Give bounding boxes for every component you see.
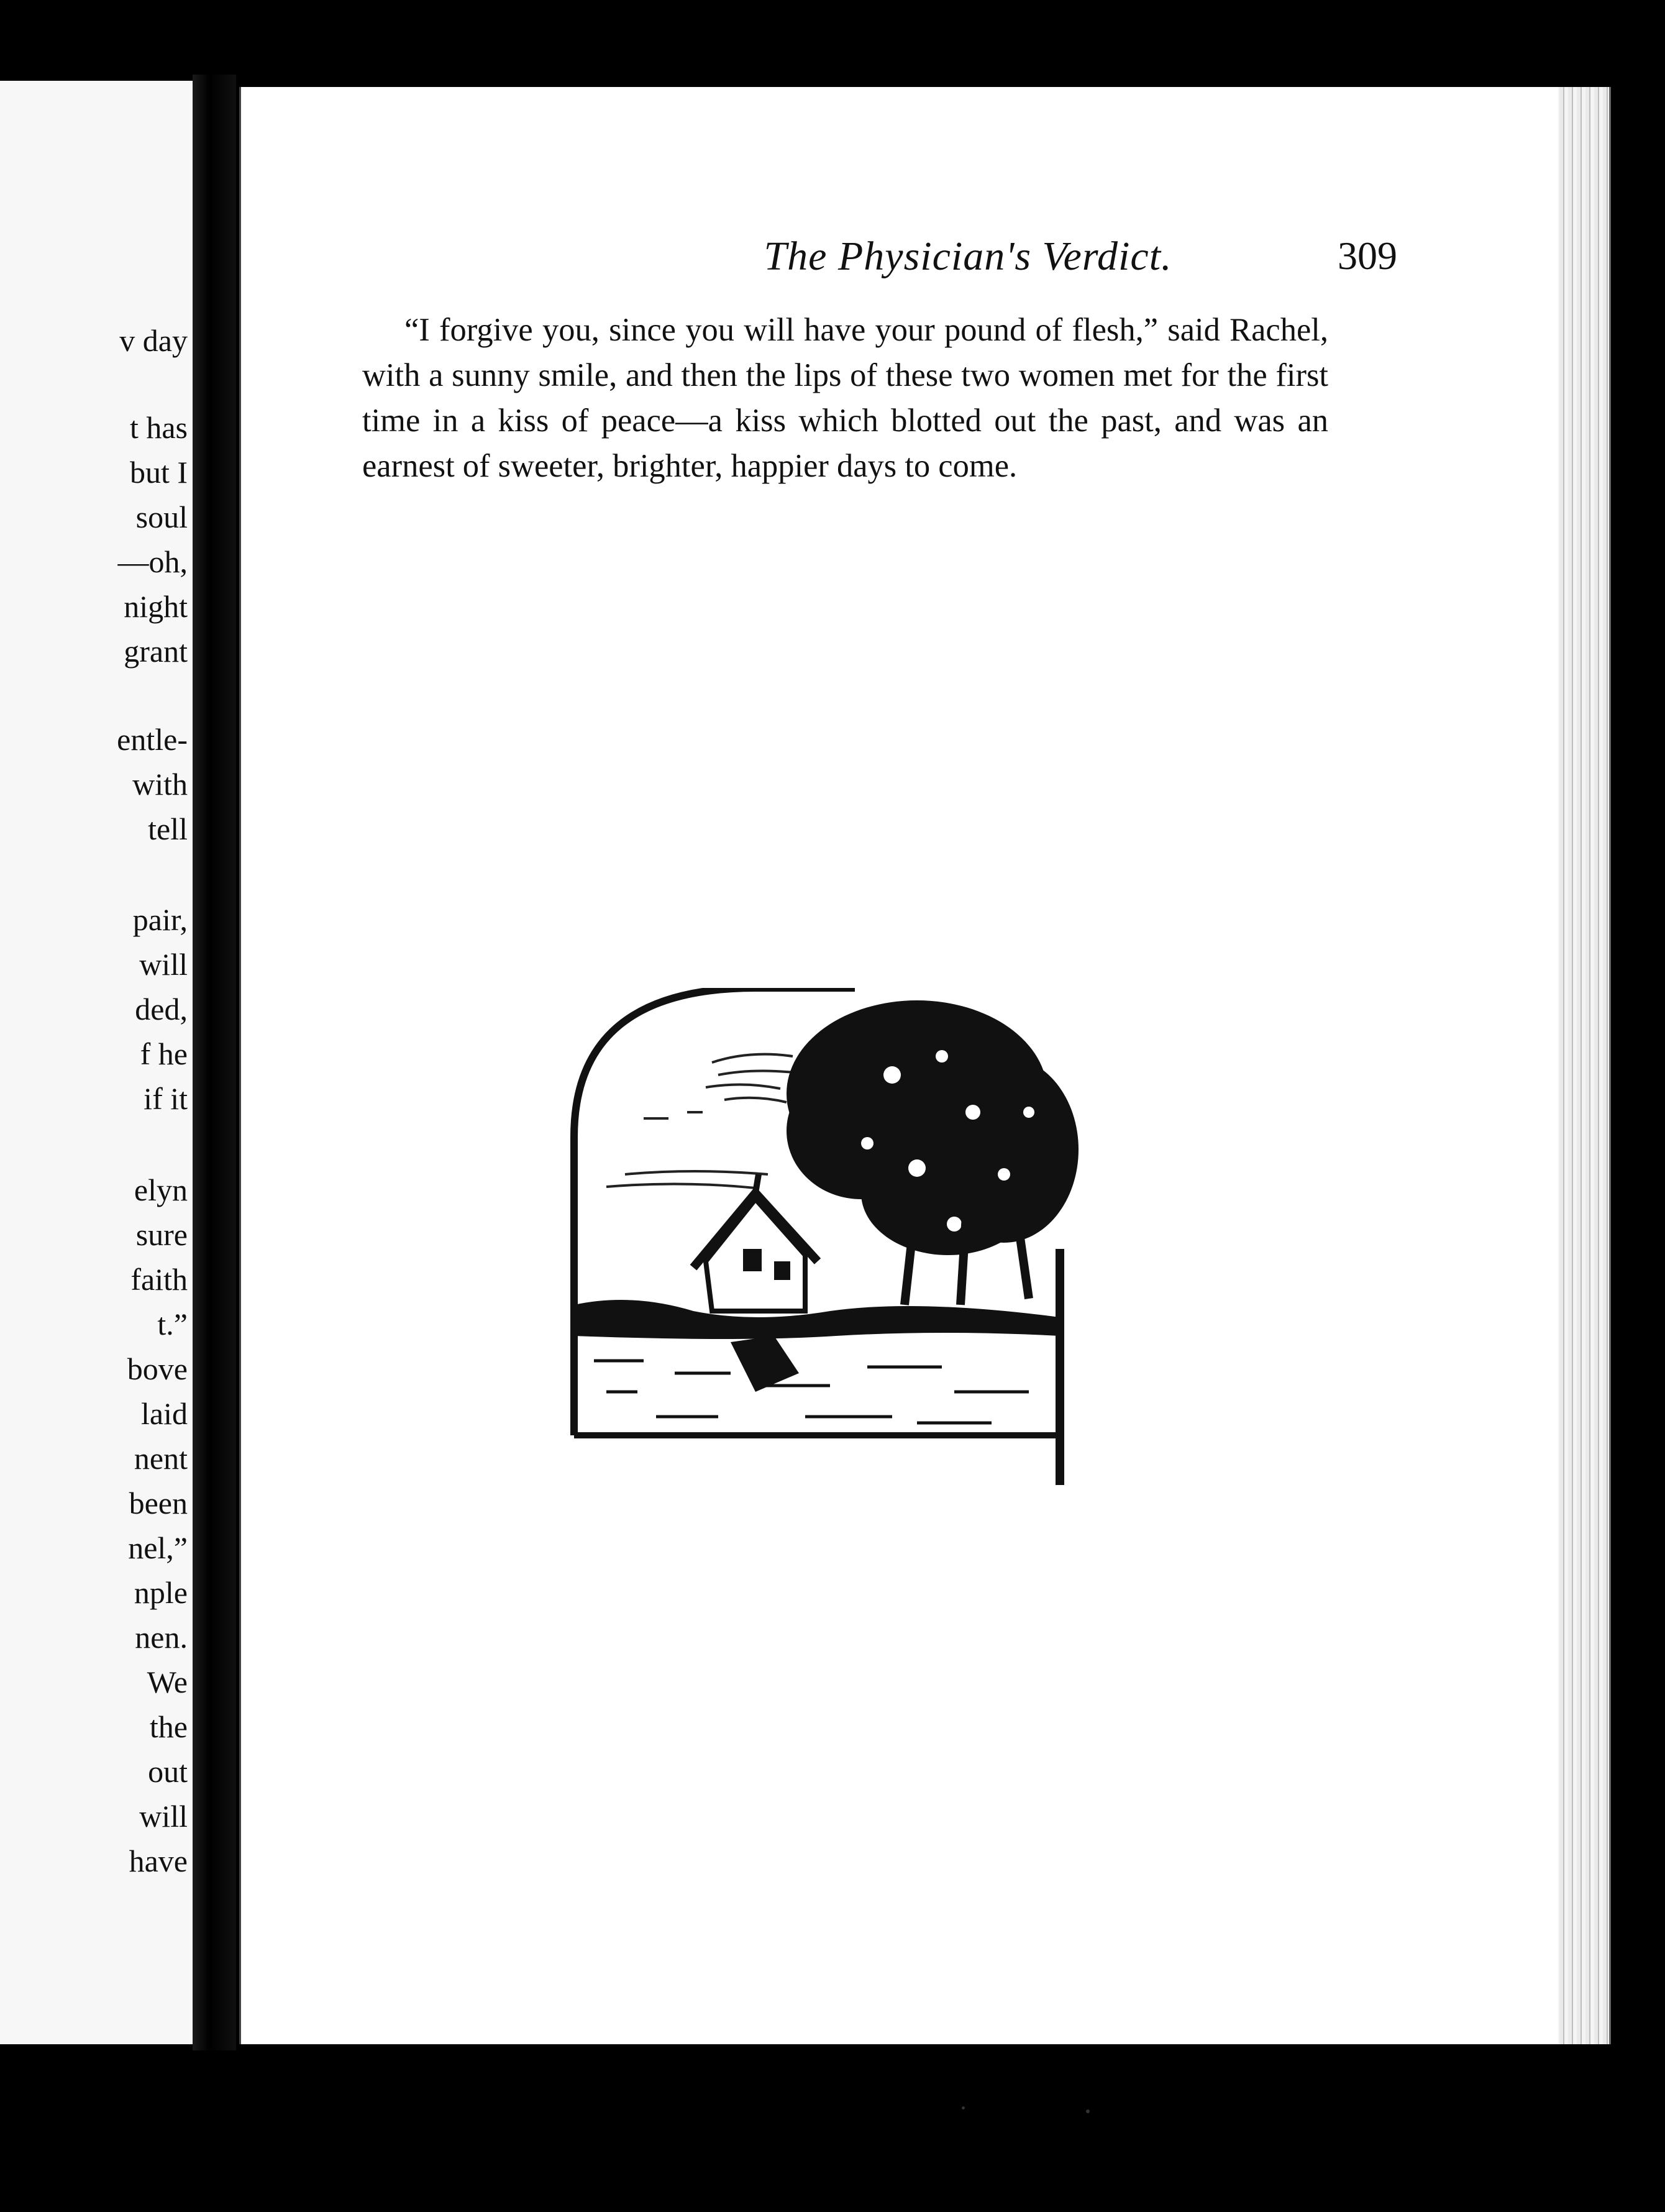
facing-page-left bbox=[0, 81, 193, 2044]
left-line: nen. bbox=[135, 1620, 188, 1655]
left-line: entle- bbox=[117, 722, 188, 757]
left-line: —oh, bbox=[117, 544, 188, 579]
left-line: but I bbox=[129, 455, 188, 490]
cottage-by-river-vignette-icon bbox=[569, 988, 1136, 1609]
left-line: pair, bbox=[132, 902, 188, 937]
left-line: grant bbox=[124, 634, 188, 669]
left-line: if it bbox=[144, 1081, 188, 1116]
left-line: with bbox=[132, 767, 188, 802]
left-line: soul bbox=[135, 500, 188, 534]
left-line: bove bbox=[127, 1351, 188, 1386]
book-page bbox=[239, 87, 1558, 2044]
body-text bbox=[362, 308, 1328, 489]
left-line: elyn bbox=[134, 1172, 188, 1207]
left-line: sure bbox=[135, 1217, 188, 1252]
book-gutter bbox=[193, 75, 236, 2050]
running-head: The Physician's Verdict. bbox=[764, 234, 1172, 279]
left-line: will bbox=[139, 1799, 188, 1834]
left-line: out bbox=[148, 1754, 188, 1789]
scan-speck bbox=[962, 2106, 965, 2109]
left-line: t has bbox=[129, 410, 188, 445]
scan-speck bbox=[1086, 2109, 1090, 2113]
left-line: have bbox=[129, 1844, 188, 1878]
left-line: We bbox=[147, 1665, 188, 1699]
left-line: ded, bbox=[135, 992, 188, 1026]
left-line: the bbox=[149, 1709, 188, 1744]
left-line: faith bbox=[130, 1262, 188, 1297]
left-line: laid bbox=[141, 1396, 188, 1431]
left-line: nent bbox=[134, 1441, 188, 1476]
left-line: f he bbox=[140, 1036, 188, 1071]
left-line: nel,” bbox=[128, 1530, 188, 1565]
left-line: tell bbox=[148, 811, 188, 846]
left-line: night bbox=[124, 589, 188, 624]
left-line: v day bbox=[119, 323, 188, 358]
paragraph: “I forgive you, since you will have your pound of flesh,” said Rachel, with a sunny smile, and then the lips of these two women met for the first time in a kiss of peace—a kiss which blotted out the past, and was an earnest of sweeter, brighter, happier days to come. bbox=[362, 312, 1328, 484]
left-line: will bbox=[139, 947, 188, 982]
page-number: 309 bbox=[1338, 234, 1397, 278]
left-line: been bbox=[129, 1486, 188, 1520]
left-line: t.” bbox=[157, 1307, 188, 1341]
left-line: nple bbox=[134, 1575, 188, 1610]
